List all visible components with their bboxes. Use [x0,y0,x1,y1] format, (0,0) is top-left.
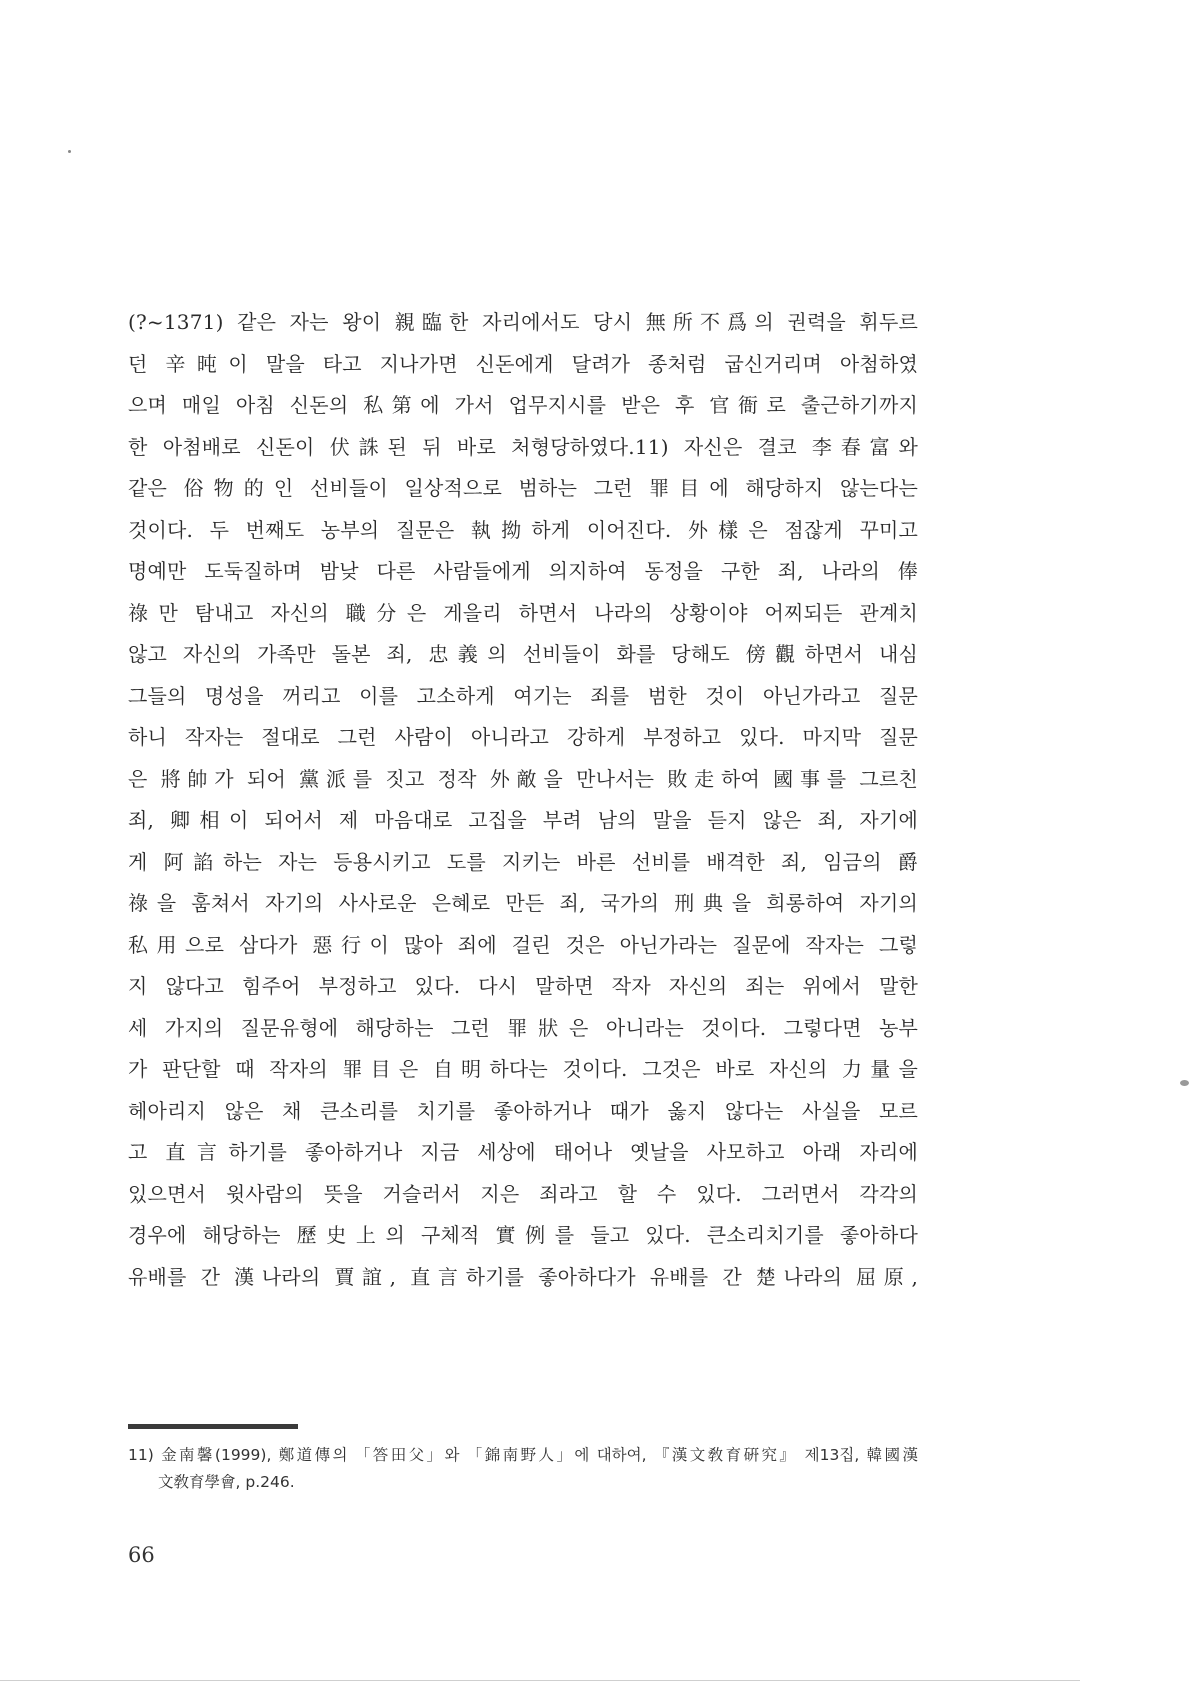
scan-speck [1180,1080,1189,1086]
footnote-line: 11) 金南馨(1999), 鄭道傳의 「答田父」와 「錦南野人」에 대하여, 『漢文敎育硏究』 제13집, 韓國漢 [128,1446,918,1464]
body-line: (?~1371) 같은 자는 왕이 親臨한 자리에서도 당시 無所不爲의 권력을 휘두르 [128,310,918,334]
body-line: 않고 자신의 가족만 돌본 죄, 忠義의 선비들이 화를 당해도 傍觀하면서 내심 [128,642,918,666]
body-line: 고 直言하기를 좋아하거나 지금 세상에 태어나 옛날을 사모하고 아래 자리에 [128,1140,918,1164]
body-line: 게 阿諂하는 자는 등용시키고 도를 지키는 바른 선비를 배격한 죄, 임금의 爵 [128,849,918,874]
body-line: 세 가지의 질문유형에 해당하는 그런 罪狀은 아니라는 것이다. 그렇다면 농부 [128,1015,918,1040]
body-line: 지 않다고 힘주어 부정하고 있다. 다시 말하면 작자 자신의 죄는 위에서 말한 [128,974,918,998]
body-line: 은 將帥가 되어 黨派를 짓고 정작 外敵을 만나서는 敗走하여 國事를 그르친 [128,766,918,791]
body-line: 경우에 해당하는 歷史上의 구체적 實例를 들고 있다. 큰소리치기를 좋아하다 [128,1223,918,1247]
body-text [128,302,918,1298]
body-line: 한 아첨배로 신돈이 伏誅된 뒤 바로 처형당하였다.11) 자신은 결코 李春富와 [128,434,918,459]
body-line: 헤아리지 않은 채 큰소리를 치기를 좋아하거나 때가 옳지 않다는 사실을 모르 [128,1098,918,1123]
body-line: 그들의 명성을 꺼리고 이를 고소하게 여기는 죄를 범한 것이 아닌가라고 질문 [128,683,918,708]
body-line: 하니 작자는 절대로 그런 사람이 아니라고 강하게 부정하고 있다. 마지막 질문 [128,725,918,749]
body-line: 가 판단할 때 작자의 罪目은 自明하다는 것이다. 그것은 바로 자신의 力量을 [128,1057,918,1081]
body-line: 유배를 간 漢나라의 賈誼, 直言하기를 좋아하다가 유배를 간 楚나라의 屈原, [128,1264,918,1289]
body-line: 같은 俗物的인 선비들이 일상적으로 범하는 그런 罪目에 해당하지 않는다는 [128,476,918,500]
footnote [128,1442,918,1496]
scan-edge-line [0,1680,1080,1681]
body-line: 명예만 도둑질하며 밤낮 다른 사람들에게 의지하여 동정을 구한 죄, 나라의 俸 [128,559,918,583]
body-line: 것이다. 두 번째도 농부의 질문은 執拗하게 이어진다. 外樣은 점잖게 꾸미고 [128,517,918,542]
body-line: 私用으로 삼다가 惡行이 많아 죄에 걸린 것은 아닌가라는 질문에 작자는 그렇 [128,932,918,957]
page-number: 66 [128,1543,155,1567]
body-line: 던 辛旽이 말을 타고 지나가면 신돈에게 달려가 종처럼 굽신거리며 아첨하였 [128,351,918,376]
body-line: 있으면서 윗사람의 뜻을 거슬러서 지은 죄라고 할 수 있다. 그러면서 각각의 [128,1181,918,1206]
footnote-line-continued: 文敎育學會, p.246. [158,1473,295,1491]
body-line: 祿을 훔쳐서 자기의 사사로운 은혜로 만든 죄, 국가의 刑典을 희롱하여 자기의 [128,891,918,915]
footnote-separator [128,1424,298,1429]
body-line: 죄, 卿相이 되어서 제 마음대로 고집을 부려 남의 말을 듣지 않은 죄, 자기에 [128,808,918,832]
body-line: 으며 매일 아침 신돈의 私第에 가서 업무지시를 받은 후 官衙로 출근하기까지 [128,393,918,417]
body-line: 祿만 탐내고 자신의 職分은 게을리 하면서 나라의 상황이야 어찌되든 관계치 [128,600,918,625]
scan-speck [68,150,71,153]
